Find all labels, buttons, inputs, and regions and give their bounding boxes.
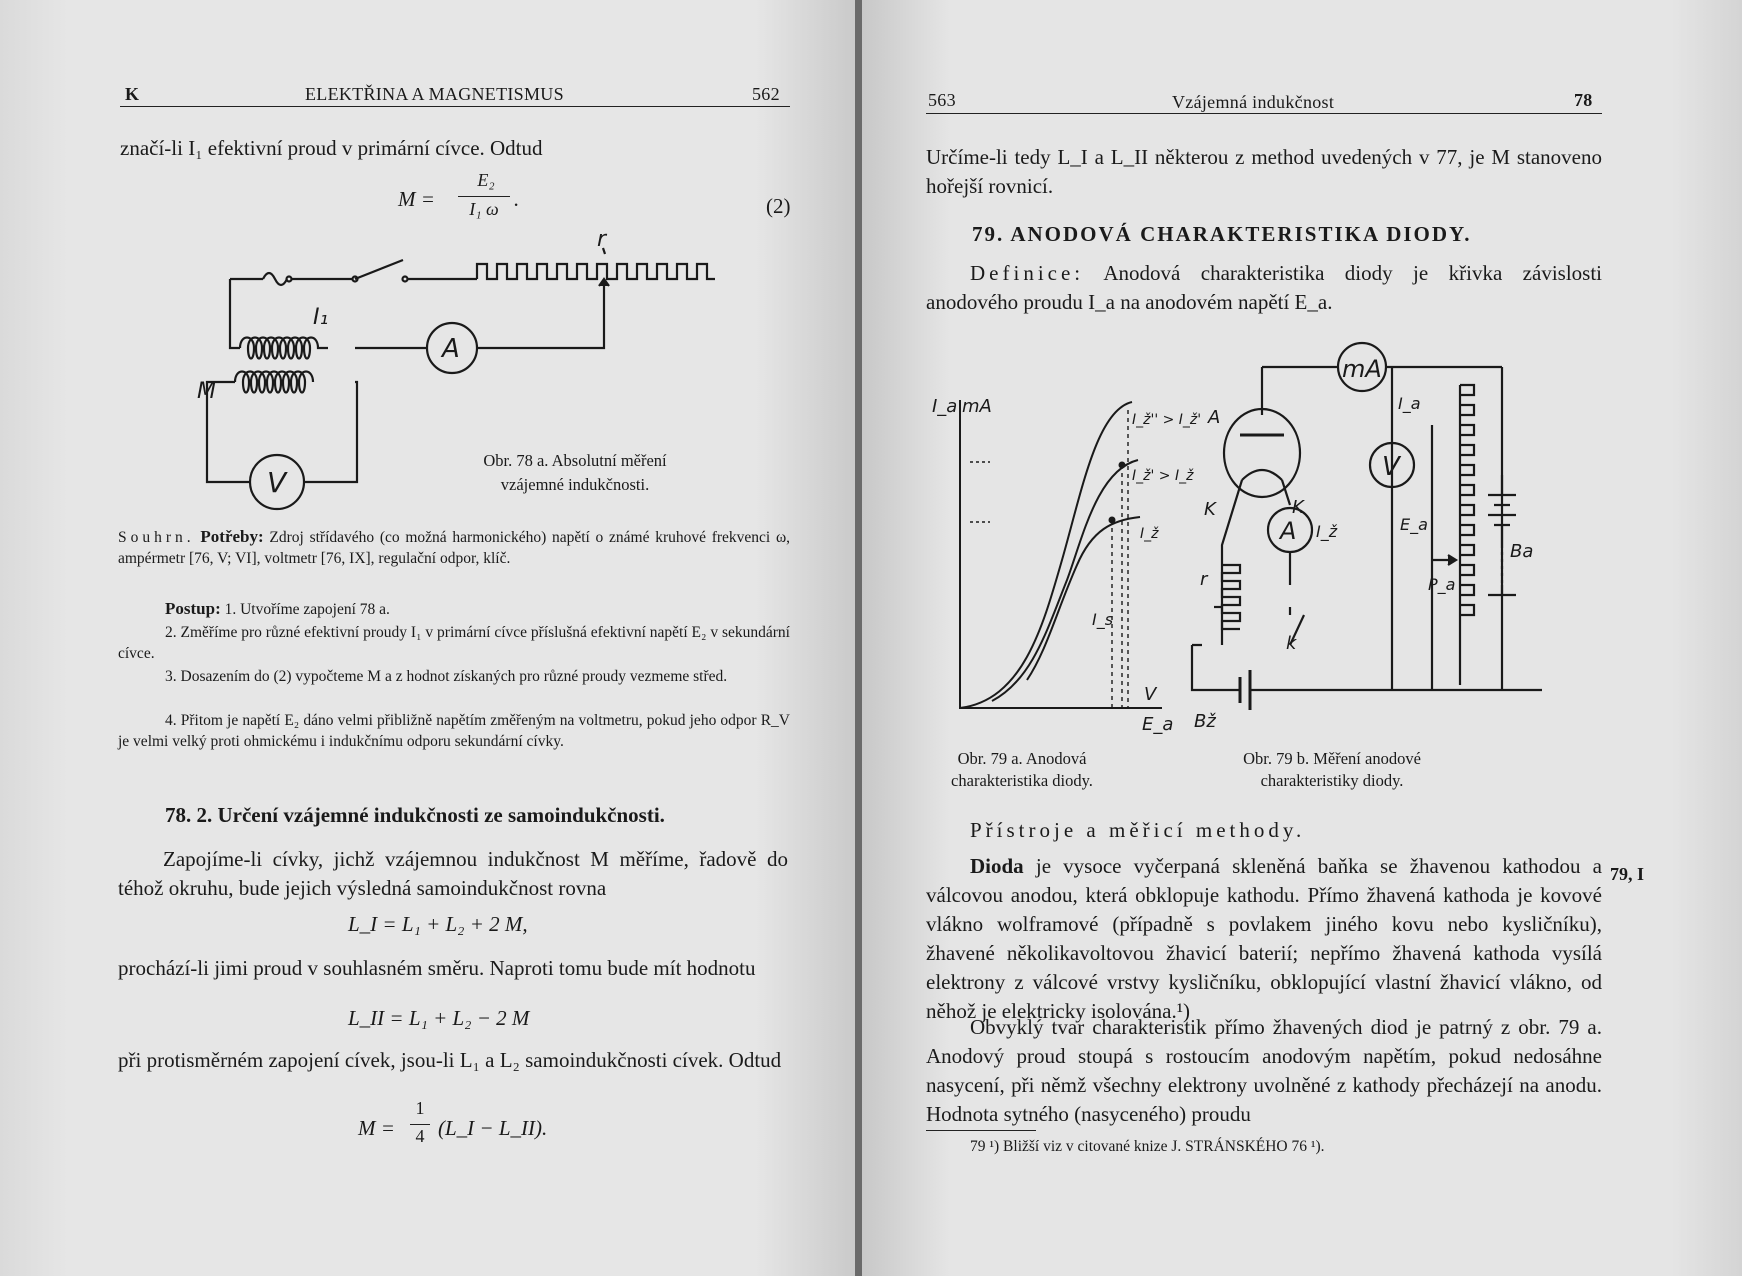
footnote: 79 ¹) Bližší viz v citované knize J. STRÁNSKÉHO 76 ¹). <box>970 1138 1325 1155</box>
label-K-right: K <box>1292 497 1304 518</box>
diode-filament <box>1242 470 1282 480</box>
dioda-term: Dioda <box>970 854 1024 878</box>
primary-coil <box>240 338 328 359</box>
label-A: A <box>1280 517 1297 545</box>
figure-79b-caption-2: charakteristiky diody. <box>1260 771 1404 790</box>
paragraph-3: Obvyklý tvar charakteristik přímo žhavených diod je patrný z obr. 79 a. Anodový proud stoupá s rostoucím anodovým napětím, pokud nedosáhne nasycení, při němž všechny elektrony uvolněné z kathody přecházejí na anodu. Hodnota sytného (nasyceného) proudu <box>926 1015 1602 1126</box>
label-anode: A <box>1208 407 1221 428</box>
tick-dashes <box>970 462 990 522</box>
equation-LI: L_I = L₁ + L₂ + 2 M, <box>348 912 528 936</box>
ac-source-icon <box>263 273 287 285</box>
heater-battery-icon <box>1240 670 1250 710</box>
saturation-label: I_s <box>1092 610 1114 629</box>
label-Ba: Ba <box>1510 541 1534 562</box>
axis-y-unit: mA <box>962 396 992 417</box>
figure-79b-circuit <box>1192 345 1542 745</box>
figure-78a-caption-1: Obr. 78 a. Absolutní měření <box>483 451 667 470</box>
curve-label-3: I_ž <box>1140 526 1159 542</box>
axis-y-label: I_a <box>932 396 958 417</box>
eq2-lhs: M = <box>398 187 435 211</box>
label-A: A <box>442 334 460 364</box>
paragraph-2: prochází-li jimi proud v souhlasném směru. Naproti tomu bude mít hodnotu <box>118 956 756 980</box>
figure-79a-caption-1: Obr. 79 a. Anodová <box>957 749 1087 768</box>
definition <box>926 259 1602 317</box>
procedure-step-4: 4. Přitom je napětí E₂ dáno velmi přibližně napětím změřeným na voltmetru, pokud jeho odpor R_V je velmi velký proti ohmickému i indukčnímu odporu sekundární cívky. <box>118 712 790 750</box>
section-mark: K <box>125 84 140 104</box>
paragraph-1: Určíme-li tedy L_I a L_II některou z method uvedených v 77, je M stanoveno hořejší rovnicí. <box>926 145 1602 198</box>
definition-label: Definice: <box>970 261 1085 285</box>
diode-bulb-icon <box>1224 409 1300 497</box>
eq2-denominator: I₁ ω <box>469 199 499 219</box>
figure-79b-caption-1: Obr. 79 b. Měření anodové <box>1243 749 1421 768</box>
dioda-text: je vysoce vyčerpaná skleněná baňka se žhavenou kathodou a válcovou anodou, která obklopuje kathodu. Přímo žhavená kathoda je kovové vlákno wolframové (případně s povlakem jiného kovu nebo kysličníku), žhavené několikavoltovou žhavicí baterií; nepřímo žhavená kathoda vysílá elektrony z válcové vrstvy kysličníku, obklopující vlastní žhavicí vlákno, od něhož je elektricky isolována.¹) <box>926 854 1602 1023</box>
saturation-lines <box>1112 410 1128 708</box>
running-title: Vzájemná indukčnost <box>1172 92 1335 112</box>
point-Iz1 <box>1120 463 1125 468</box>
margin-reference: 79, I <box>1610 864 1645 884</box>
procedure-step-2: 2. Změříme pro různé efektivní proudy I₁ v primární cívce příslušná efektivní napětí E₂ v sekundární cívce. <box>118 624 790 662</box>
point-Iz <box>1110 518 1115 523</box>
paragraph-3: při protisměrném zapojení cívek, jsou-li L₁ a L₂ samoindukčnosti cívek. Odtud <box>118 1048 782 1072</box>
resistor-r <box>477 264 715 279</box>
axis-x-label: E_a <box>1142 714 1174 735</box>
label-V: V <box>1382 452 1400 482</box>
paragraph-1: Zapojíme-li cívky, jichž vzájemnou indukčnost M měříme, řadově do téhož okruhu, bude jejich výsledná samoindukčnost rovna <box>118 847 788 900</box>
wire-secondary-right <box>304 382 357 482</box>
definition-text: Anodová charakteristika diody je křivka závislosti anodového proudu I_a na anodovém napětí E_a. <box>926 261 1602 314</box>
label-Pa: P_a <box>1428 575 1456 594</box>
right-page <box>862 0 1742 1276</box>
eq2-numerator: E₂ <box>477 170 495 190</box>
switch-icon <box>355 260 403 279</box>
header-rule <box>926 113 1602 114</box>
curve-Iz <box>1027 517 1140 680</box>
label-I1: I₁ <box>313 305 329 330</box>
curve-label-2: I_ž' > I_ž <box>1132 468 1194 484</box>
label-mA: mA <box>1342 355 1382 383</box>
label-r: r <box>1200 569 1208 590</box>
eqM-rhs: (L_I − L_II). <box>438 1116 548 1140</box>
curve-Iz2 <box>960 402 1132 708</box>
procedure-step-1: 1. Utvoříme zapojení 78 a. <box>224 601 390 618</box>
figure-78a-caption-2: vzájemné indukčnosti. <box>500 475 650 494</box>
label-V: V <box>267 466 287 499</box>
label-K-left: K <box>1204 499 1216 520</box>
procedure-line <box>165 598 790 620</box>
eq2-number: (2) <box>766 194 791 218</box>
chart-axes <box>960 400 1162 708</box>
wire-to-ammeter <box>477 296 604 348</box>
running-title: ELEKTŘINA A MAGNETISMUS <box>305 84 564 104</box>
label-Ea: E_a <box>1400 515 1428 534</box>
figure-79a-caption-2: charakteristika diody. <box>951 771 1093 790</box>
label-Ia: I_a <box>1398 394 1421 413</box>
curve-Iz1 <box>992 460 1138 701</box>
eqM-lhs: M = <box>358 1116 395 1140</box>
footnote-rule <box>926 1130 1036 1131</box>
header-rule <box>120 106 790 107</box>
needs-label: Potřeby: <box>200 527 264 546</box>
page-number: 562 <box>752 84 780 104</box>
rheostat-r <box>1222 565 1240 629</box>
wire-left <box>230 279 240 348</box>
label-Bz: Bž <box>1194 711 1216 732</box>
potentiometer-Pa <box>1460 385 1474 685</box>
summary-needs <box>118 526 790 569</box>
label-k: k <box>1286 633 1297 654</box>
section-number: 78 <box>1574 90 1593 110</box>
intro-line: značí-li I₁ efektivní proud v primární cívce. Odtud <box>120 136 543 160</box>
equation-LII: L_II = L₁ + L₂ − 2 M <box>348 1006 530 1030</box>
procedure-label: Postup: <box>165 599 221 618</box>
section-heading-78-2: 78. 2. Určení vzájemné indukčnosti ze samoindukčnosti. <box>165 803 665 827</box>
terminal-dot <box>287 277 292 282</box>
secondary-coil <box>235 372 313 393</box>
eqM-fraction-bar <box>410 1124 430 1125</box>
eq2-tail: . <box>514 187 520 211</box>
eqM-numerator: 1 <box>415 1098 425 1118</box>
label-M: M <box>197 379 216 404</box>
needs-text: Zdroj střídavého (co možná harmonického) napětí o známé kruhové frekvenci ω, ampérmetr [76, V; VI], voltmetr [76, IX], regulační odpor, klíč. <box>118 529 791 567</box>
procedure-step-3: 3. Dosazením do (2) vypočteme M a z hodnot získaných pro různé proudy vezmeme střed. <box>165 668 728 685</box>
section-heading-79: 79. ANODOVÁ CHARAKTERISTIKA DIODY. <box>972 222 1472 246</box>
label-Iz: I_ž <box>1316 522 1338 541</box>
eqM-denominator: 4 <box>415 1126 425 1146</box>
left-page <box>0 0 858 1276</box>
curve-label-1: I_ž'' > I_ž' <box>1132 412 1202 428</box>
figure-79a-chart <box>932 390 1202 745</box>
summary-lead: Souhrn. <box>118 529 195 546</box>
paragraph-dioda <box>926 852 1602 1026</box>
eq2-fraction-bar <box>458 196 510 197</box>
page-number: 563 <box>928 90 956 110</box>
label-r: r <box>597 227 607 252</box>
axis-x-unit: V <box>1144 684 1157 705</box>
subheading-instruments: Přístroje a měřicí methody. <box>970 818 1306 842</box>
